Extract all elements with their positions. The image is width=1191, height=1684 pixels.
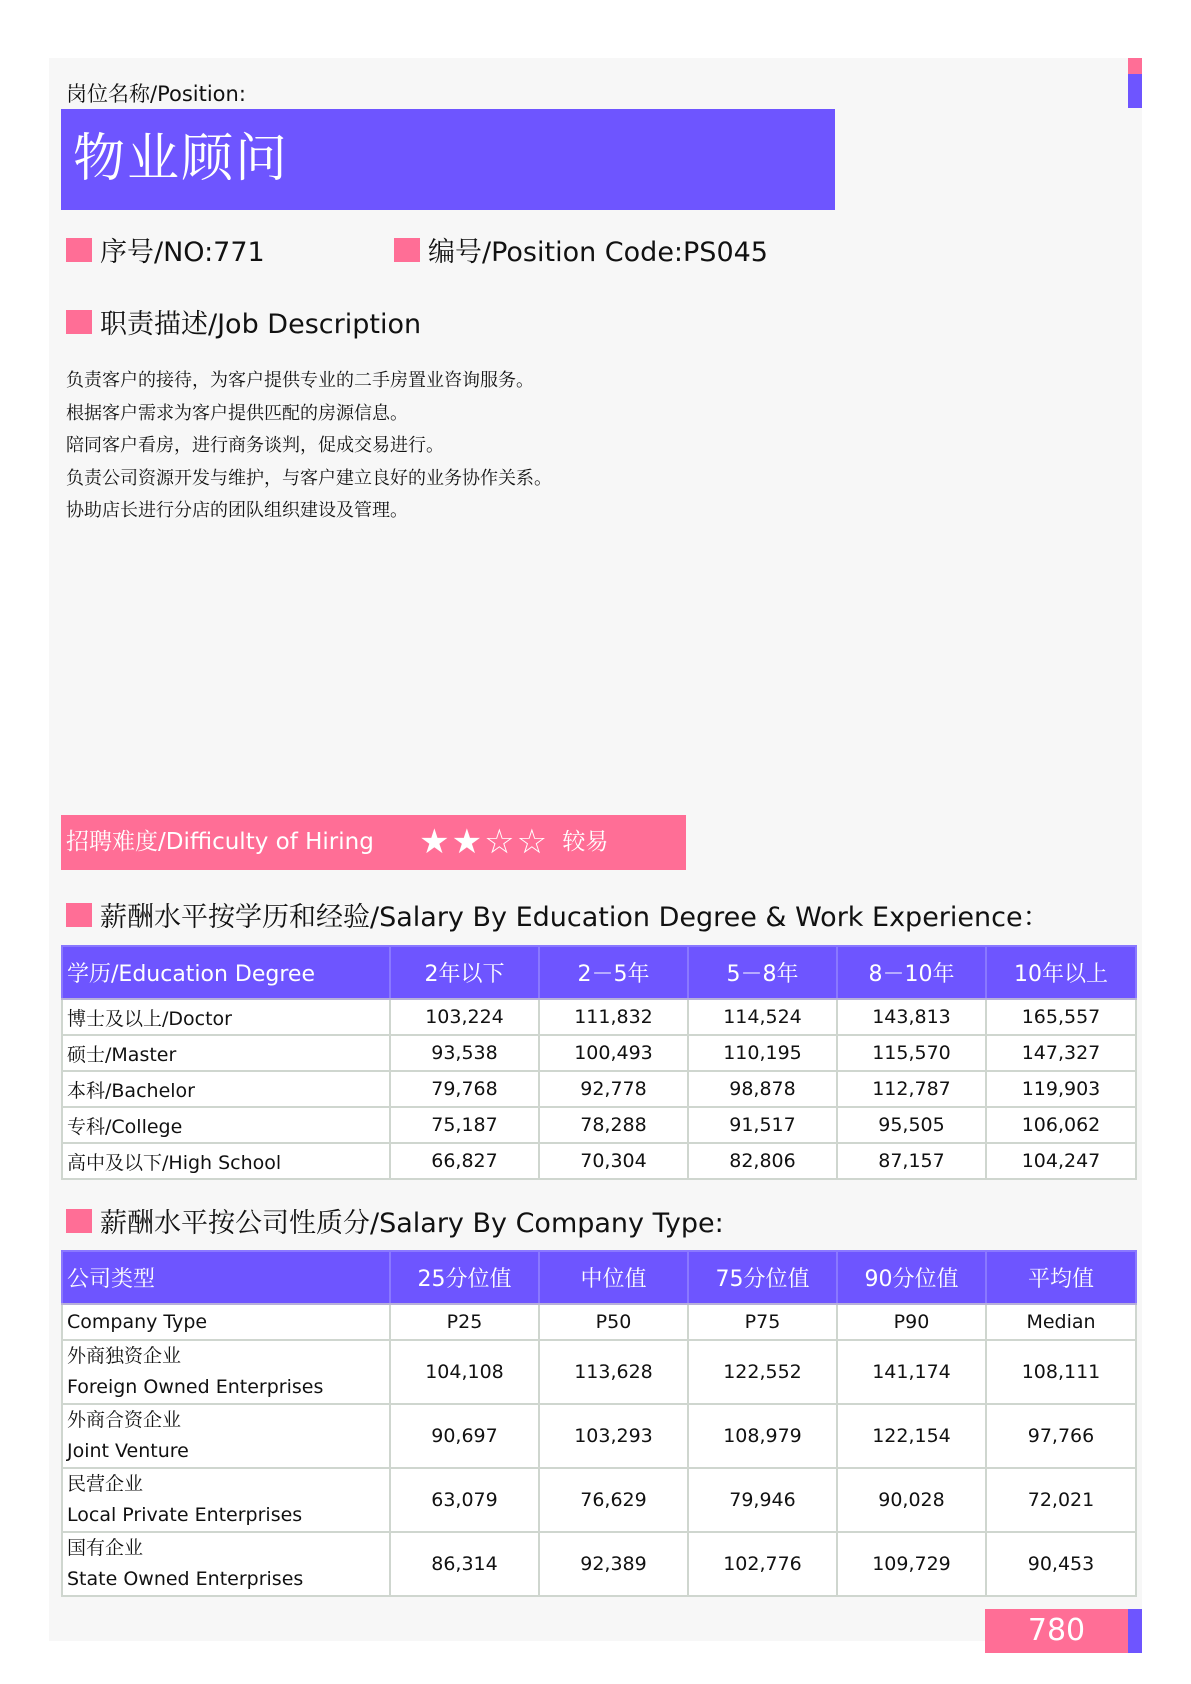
page-number-accent — [1128, 1609, 1142, 1653]
page-number: 780 — [985, 1609, 1128, 1653]
table-cell: 165,557 — [986, 999, 1136, 1035]
corner-accent-pink — [1128, 58, 1142, 74]
table-cell: 110,195 — [688, 1035, 837, 1071]
table-cell: 72,021 — [986, 1468, 1136, 1532]
bullet-square-icon — [66, 1209, 92, 1233]
table-row — [62, 1143, 1136, 1179]
job-description-line: 根据客户需求为客户提供匹配的房源信息。 — [66, 402, 408, 424]
table-cell: 66,827 — [390, 1143, 539, 1179]
table-cell: Company Type — [62, 1304, 390, 1340]
table-cell: 63,079 — [390, 1468, 539, 1532]
job-description-line: 陪同客户看房，进行商务谈判，促成交易进行。 — [66, 435, 444, 456]
company-type-cn: 外商独资企业 — [67, 1345, 182, 1367]
star-rating-icon: ★★☆☆ — [419, 822, 550, 862]
table-cell: 141,174 — [837, 1340, 986, 1404]
position-number — [66, 230, 265, 269]
table-cell: 93,538 — [390, 1035, 539, 1071]
position-title: 物业顾问 — [61, 109, 835, 210]
table-cell: 119,903 — [986, 1071, 1136, 1107]
table-cell: 75,187 — [390, 1107, 539, 1143]
job-description-line: 负责客户的接待，为客户提供专业的二手房置业咨询服务。 — [66, 370, 534, 391]
column-header: 2年以下 — [390, 946, 539, 999]
table-cell: P50 — [539, 1304, 688, 1340]
table-row — [62, 1404, 1136, 1468]
table-cell: 103,224 — [390, 999, 539, 1035]
table-cell: 硕士/Master — [62, 1035, 390, 1071]
column-header: 75分位值 — [688, 1251, 837, 1304]
position-number-text: 序号/NO:771 — [100, 237, 265, 268]
column-header: 10年以上 — [986, 946, 1136, 999]
table-cell: 92,389 — [539, 1532, 688, 1596]
table-cell: 114,524 — [688, 999, 837, 1035]
column-header: 25分位值 — [390, 1251, 539, 1304]
column-header: 平均值 — [986, 1251, 1136, 1304]
hiring-difficulty-level: 较易 — [562, 829, 609, 855]
table-header-row — [62, 946, 1136, 999]
education-salary-heading — [66, 895, 1050, 934]
table-cell: 79,768 — [390, 1071, 539, 1107]
table-cell: 122,154 — [837, 1404, 986, 1468]
table-row — [62, 1071, 1136, 1107]
table-cell: 143,813 — [837, 999, 986, 1035]
table-cell: 70,304 — [539, 1143, 688, 1179]
table-cell: P90 — [837, 1304, 986, 1340]
table-cell: 106,062 — [986, 1107, 1136, 1143]
table-cell: 博士及以上/Doctor — [62, 999, 390, 1035]
company-salary-heading — [66, 1201, 724, 1240]
company-salary-table — [61, 1250, 1137, 1597]
column-header: 8－10年 — [837, 946, 986, 999]
table-cell: 102,776 — [688, 1532, 837, 1596]
education-salary-table — [61, 945, 1137, 1180]
company-type-cn: 外商合资企业 — [67, 1409, 182, 1431]
table-cell: P25 — [390, 1304, 539, 1340]
table-cell: 82,806 — [688, 1143, 837, 1179]
job-description-heading — [66, 302, 421, 341]
hiring-difficulty-label: 招聘难度/Difficulty of Hiring — [66, 829, 374, 855]
position-label: 岗位名称/Position: — [66, 82, 246, 106]
company-type-cn: 民营企业 — [67, 1473, 144, 1495]
company-type-en: Joint Venture — [67, 1440, 189, 1462]
table-cell: 111,832 — [539, 999, 688, 1035]
table-row — [62, 1035, 1136, 1071]
table-cell: 147,327 — [986, 1035, 1136, 1071]
table-cell: 90,453 — [986, 1532, 1136, 1596]
table-cell: Median — [986, 1304, 1136, 1340]
table-cell: 高中及以下/High School — [62, 1143, 390, 1179]
table-cell: 76,629 — [539, 1468, 688, 1532]
table-cell: 87,157 — [837, 1143, 986, 1179]
table-cell: 90,028 — [837, 1468, 986, 1532]
column-header: 90分位值 — [837, 1251, 986, 1304]
table-row — [62, 1532, 1136, 1596]
table-cell: 104,108 — [390, 1340, 539, 1404]
table-cell: 115,570 — [837, 1035, 986, 1071]
table-cell: 109,729 — [837, 1532, 986, 1596]
company-type-cell — [62, 1532, 390, 1596]
table-cell: 86,314 — [390, 1532, 539, 1596]
company-type-cell — [62, 1404, 390, 1468]
table-row — [62, 999, 1136, 1035]
column-header: 2－5年 — [539, 946, 688, 999]
job-description-body — [66, 365, 552, 528]
table-cell: 95,505 — [837, 1107, 986, 1143]
company-type-en: State Owned Enterprises — [67, 1568, 304, 1590]
table-cell: 本科/Bachelor — [62, 1071, 390, 1107]
column-header: 公司类型 — [62, 1251, 390, 1304]
corner-accent-purple — [1128, 74, 1142, 108]
table-cell: 专科/College — [62, 1107, 390, 1143]
column-header: 中位值 — [539, 1251, 688, 1304]
table-cell: 122,552 — [688, 1340, 837, 1404]
table-cell: 79,946 — [688, 1468, 837, 1532]
column-header: 5－8年 — [688, 946, 837, 999]
company-type-cn: 国有企业 — [67, 1537, 144, 1559]
table-cell: 98,878 — [688, 1071, 837, 1107]
table-row — [62, 1340, 1136, 1404]
table-cell: 78,288 — [539, 1107, 688, 1143]
table-cell: 112,787 — [837, 1071, 986, 1107]
table-cell: 108,111 — [986, 1340, 1136, 1404]
company-type-en: Local Private Enterprises — [67, 1504, 303, 1526]
table-cell: 97,766 — [986, 1404, 1136, 1468]
table-subheader-row — [62, 1304, 1136, 1340]
hiring-difficulty-bar — [61, 815, 686, 870]
job-description-line: 负责公司资源开发与维护，与客户建立良好的业务协作关系。 — [66, 467, 552, 489]
bullet-square-icon — [394, 238, 420, 262]
table-header-row — [62, 1251, 1136, 1304]
table-cell: 108,979 — [688, 1404, 837, 1468]
education-salary-heading-text: 薪酬水平按学历和经验/Salary By Education Degree & Work Experience： — [100, 902, 1050, 933]
position-code — [394, 230, 768, 269]
table-cell: 103,293 — [539, 1404, 688, 1468]
table-cell: 92,778 — [539, 1071, 688, 1107]
table-cell: 90,697 — [390, 1404, 539, 1468]
table-row — [62, 1468, 1136, 1532]
position-code-text: 编号/Position Code:PS045 — [428, 237, 768, 268]
bullet-square-icon — [66, 310, 92, 334]
table-cell: P75 — [688, 1304, 837, 1340]
bullet-square-icon — [66, 238, 92, 262]
table-cell: 113,628 — [539, 1340, 688, 1404]
company-salary-heading-text: 薪酬水平按公司性质分/Salary By Company Type: — [100, 1208, 724, 1239]
bullet-square-icon — [66, 903, 92, 927]
column-header: 学历/Education Degree — [62, 946, 390, 999]
table-cell: 104,247 — [986, 1143, 1136, 1179]
job-description-heading-text: 职责描述/Job Description — [100, 309, 422, 340]
job-description-line: 协助店长进行分店的团队组织建设及管理。 — [66, 500, 408, 521]
company-type-en: Foreign Owned Enterprises — [67, 1376, 324, 1398]
company-type-cell — [62, 1468, 390, 1532]
company-type-cell — [62, 1340, 390, 1404]
table-cell: 100,493 — [539, 1035, 688, 1071]
table-row — [62, 1107, 1136, 1143]
table-cell: 91,517 — [688, 1107, 837, 1143]
